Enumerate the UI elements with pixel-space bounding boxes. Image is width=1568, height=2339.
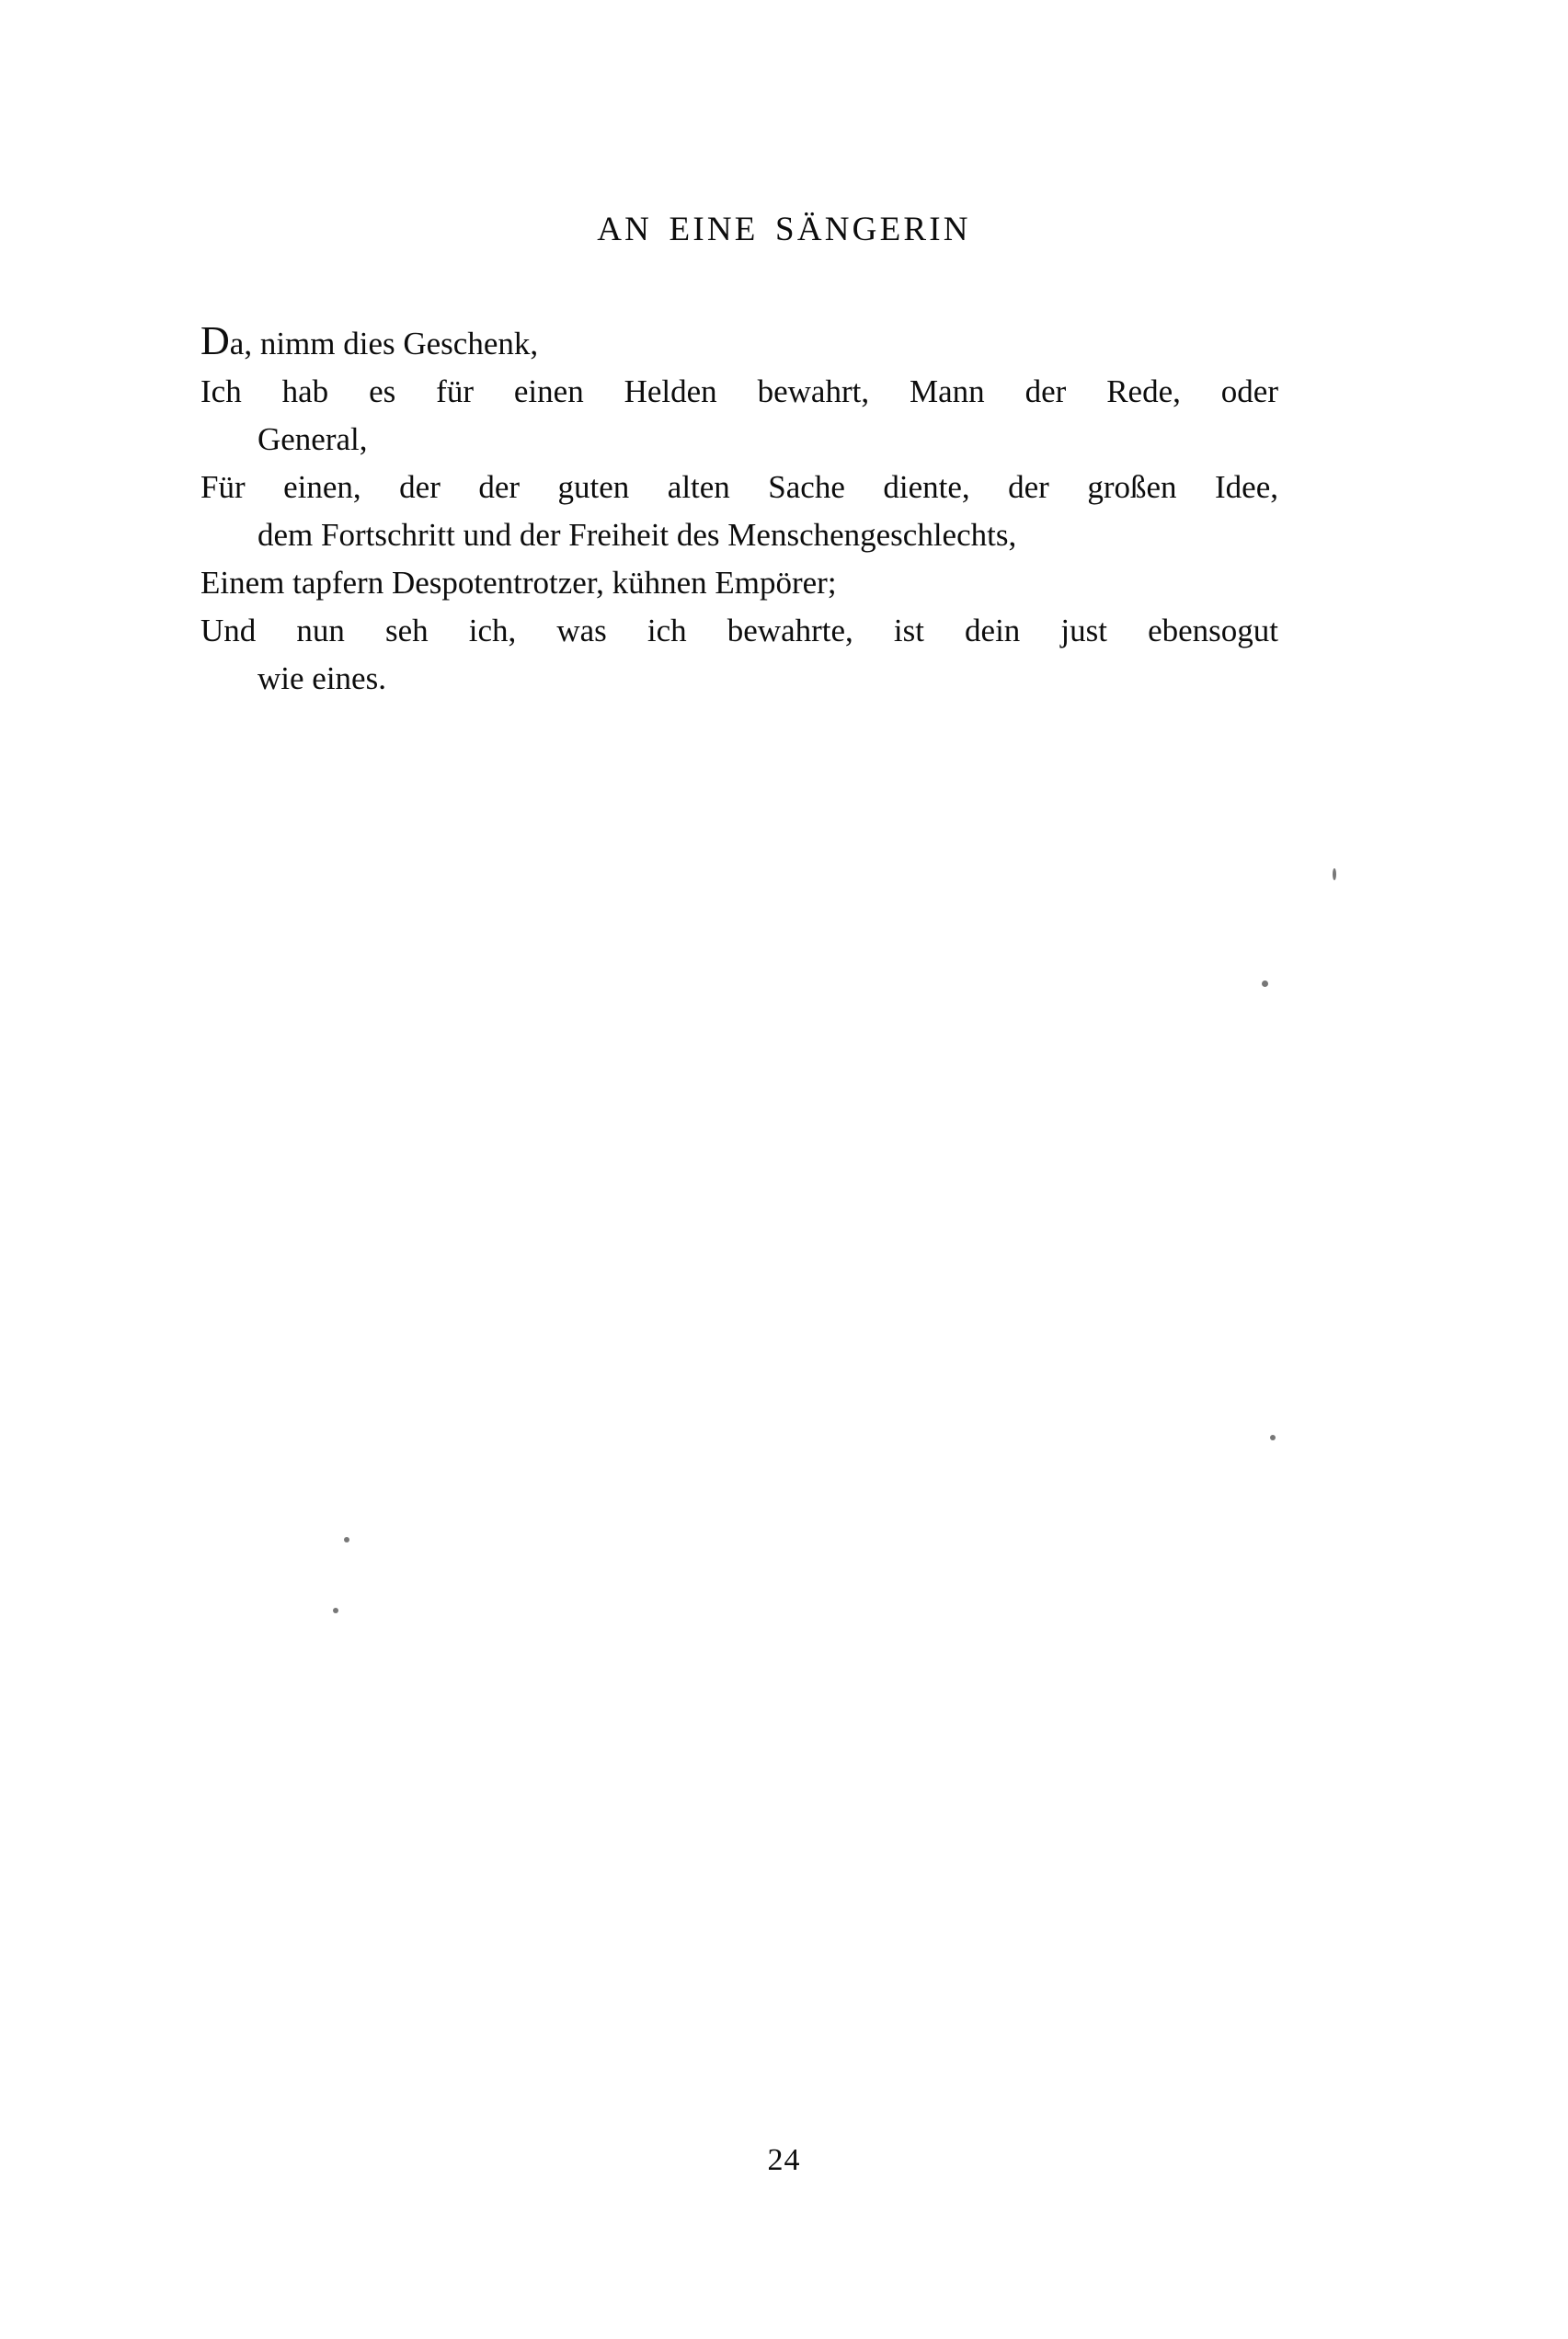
scan-speck <box>1262 980 1268 987</box>
poem-line: Einem tapfern Despotentrotzer, kühnen Empörer; <box>200 565 837 601</box>
scan-speck <box>344 1537 349 1542</box>
poem-line: Ich hab es für einen Helden bewahrt, Mann der Rede, oder <box>200 373 1278 409</box>
poem-line-text: a, nimm dies Geschenk, <box>229 326 539 361</box>
poem-line: dem Fortschritt und der Freiheit des Menschengeschlechts, <box>258 517 1017 553</box>
poem-line <box>200 317 1488 368</box>
scan-speck <box>333 1608 338 1613</box>
drop-cap: D <box>200 318 230 363</box>
scan-speck <box>1270 1435 1276 1440</box>
scan-speck <box>1333 868 1336 880</box>
poem-line: Und nun seh ich, was ich bewahrte, ist dein just ebensogut <box>200 613 1278 648</box>
poem-line: wie eines. <box>258 660 386 696</box>
poem-line: Für einen, der der guten alten Sache diente, der großen Idee, <box>200 469 1278 505</box>
page-number: 24 <box>767 2143 801 2177</box>
poem-body <box>200 317 1488 703</box>
page-title: AN EINE SÄNGERIN <box>597 211 971 248</box>
poem-line: General, <box>258 421 368 457</box>
